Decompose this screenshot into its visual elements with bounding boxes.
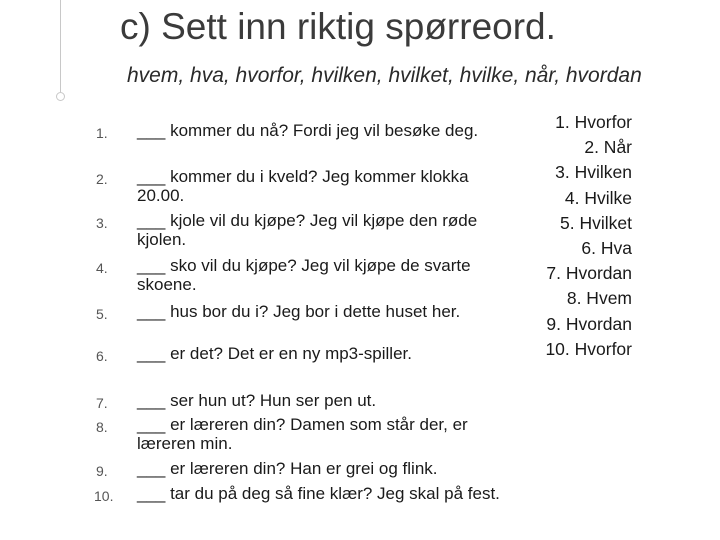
question-item: [0, 344, 520, 388]
decorative-circle: [56, 92, 65, 101]
question-item: [0, 211, 520, 255]
question-item: [0, 256, 520, 300]
answer-item: 6. Hva: [581, 238, 632, 259]
question-number: 7.: [96, 395, 108, 411]
question-text: ___ tar du på deg så fine klær? Jeg skal på fest.: [137, 484, 500, 503]
question-item: [0, 121, 520, 165]
question-number: 5.: [96, 306, 108, 322]
question-text: ___ hus bor du i? Jeg bor i dette huset her.: [137, 302, 461, 321]
question-text: ___ ser hun ut? Hun ser pen ut.: [137, 391, 377, 410]
question-item: [0, 415, 520, 459]
word-bank: hvem, hva, hvorfor, hvilken, hvilket, hvilke, når, hvordan: [127, 64, 642, 87]
question-item: [0, 484, 520, 528]
answer-item: 3. Hvilken: [555, 162, 632, 183]
question-number: 4.: [96, 260, 108, 276]
question-number: 9.: [96, 463, 108, 479]
answer-item: 10. Hvorfor: [545, 338, 632, 359]
answer-item: 8. Hvem: [566, 288, 632, 309]
question-text: ___ kommer du nå? Fordi jeg vil besøke deg.: [137, 121, 479, 140]
question-text: ___ er læreren din? Han er grei og flink.: [137, 459, 438, 478]
answer-item: 2. Når: [584, 137, 632, 158]
question-number: 10.: [94, 488, 114, 504]
question-text: ___ er læreren din? Damen som står der, er læreren min.: [137, 415, 468, 453]
question-text: ___ kommer du i kveld? Jeg kommer klokka 20.00.: [137, 167, 469, 205]
question-number: 6.: [96, 348, 108, 364]
question-text: ___ er det? Det er en ny mp3-spiller.: [137, 344, 412, 363]
answer-item: 1. Hvorfor: [555, 112, 632, 132]
question-number: 2.: [96, 171, 108, 187]
question-number: 1.: [96, 125, 108, 141]
question-number: 8.: [96, 419, 108, 435]
question-text: ___ sko vil du kjøpe? Jeg vil kjøpe de svarte skoene.: [137, 256, 471, 294]
answer-item: 5. Hvilket: [560, 212, 632, 233]
answer-item: 7. Hvordan: [546, 263, 632, 284]
question-text: ___ kjole vil du kjøpe? Jeg vil kjøpe den røde kjolen.: [137, 211, 478, 249]
slide-title: c) Sett inn riktig spørreord.: [120, 6, 556, 47]
question-item: [0, 167, 520, 211]
question-number: 3.: [96, 215, 108, 231]
question-item: [0, 302, 520, 346]
answer-item: 9. Hvordan: [546, 313, 632, 334]
answer-key: [512, 110, 632, 362]
answer-item: 4. Hvilke: [564, 187, 632, 208]
decorative-line: [60, 0, 61, 92]
